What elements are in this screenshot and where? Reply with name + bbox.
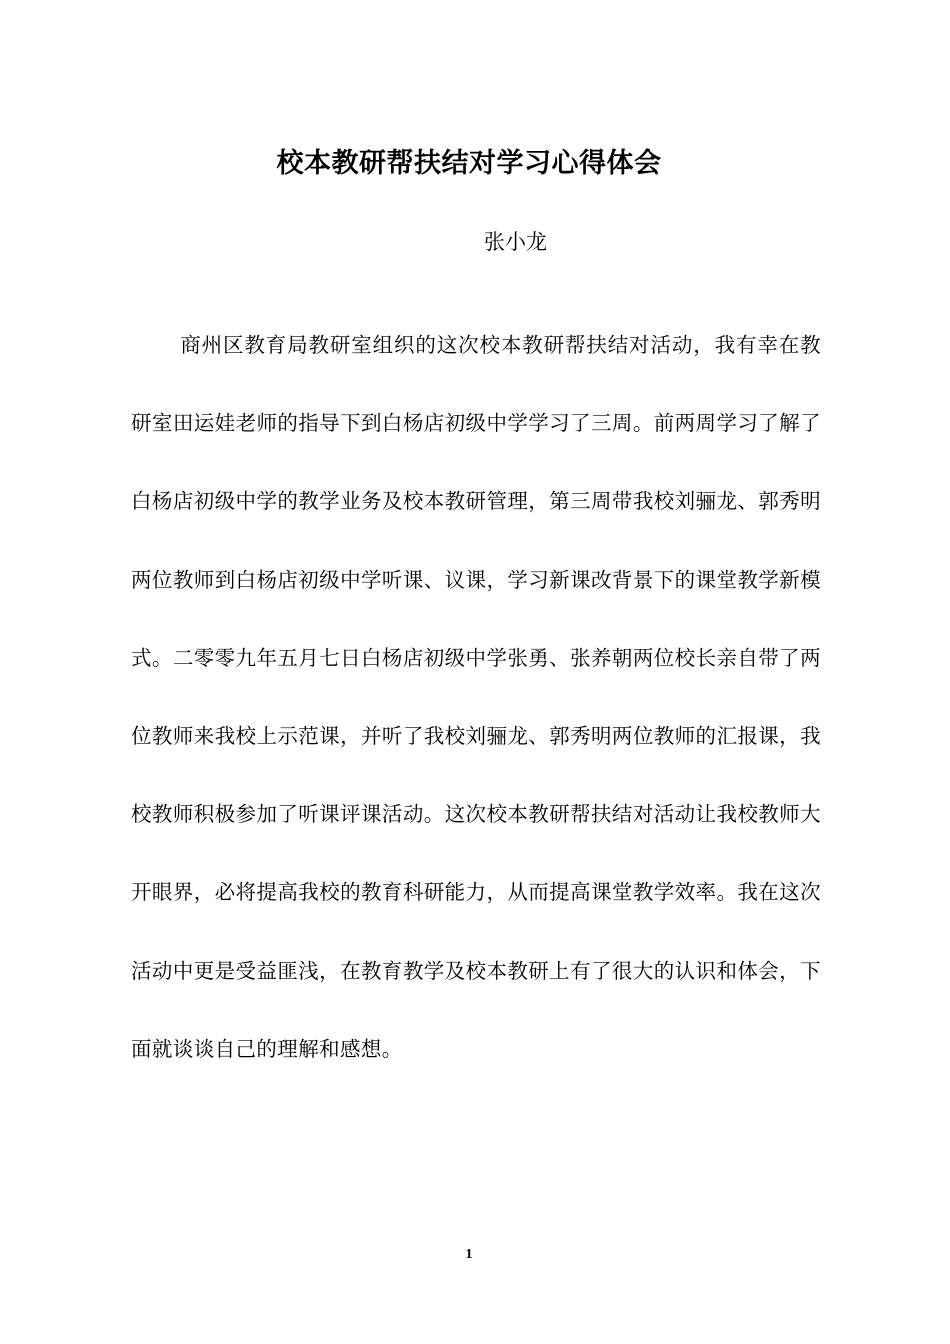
- document-title: 校本教研帮扶结对学习心得体会: [276, 148, 662, 179]
- body-paragraph: 商州区教育局教研室组织的这次校本教研帮扶结对活动，我有幸在教研室田运娃老师的指导下到白杨店初级中学学习了三周。前两周学习了解了白杨店初级中学的教学业务及校本教研管理，第三周带我校刘骊龙、郭秀明两位教师到白杨店初级中学听课、议课，学习新课改背景下的课堂教学新模式。二零零九年五月七日白杨店初级中学张勇、张养朝两位校长亲自带了两位教师来我校上示范课，并听了我校刘骊龙、郭秀明两位教师的汇报课，我校教师积极参加了听课评课活动。这次校本教研帮扶结对活动让我校教师大开眼界，必将提高我校的教育科研能力，从而提高课堂教学效率。我在这次活动中更是受益匪浅，在教育教学及校本教研上有了很大的认识和体会，下面就谈谈自己的理解和感想。: [131, 333, 821, 1061]
- author-name: 张小龙: [484, 230, 547, 254]
- page-number: 1: [465, 1247, 473, 1262]
